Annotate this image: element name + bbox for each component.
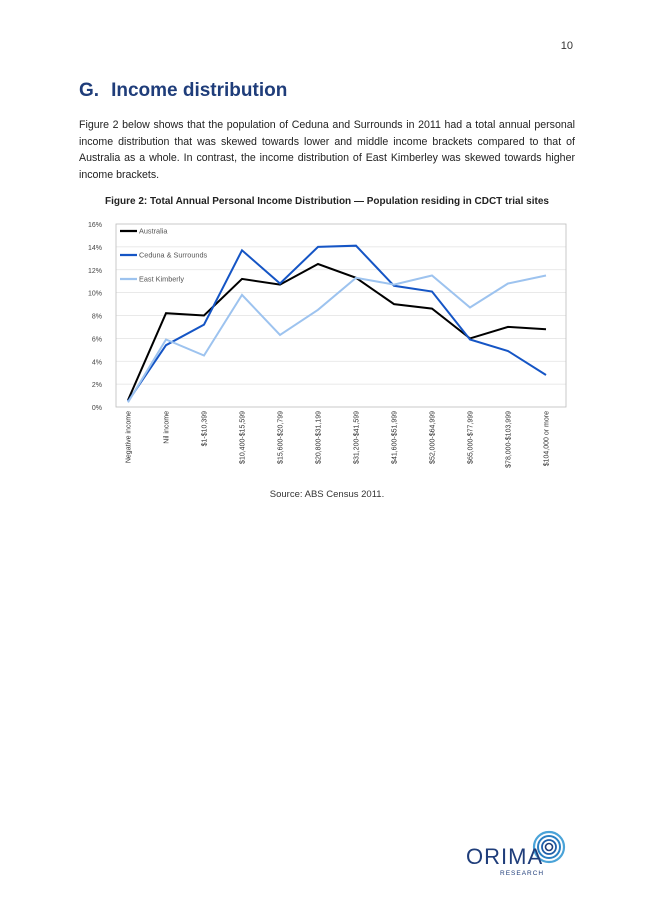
x-tick-label: $10,400-$15,599 — [239, 411, 247, 464]
logo-wordmark: ORIMA — [466, 844, 544, 869]
x-tick-label: $65,000-$77,999 — [467, 411, 475, 464]
x-tick-label: $52,000-$64,999 — [429, 411, 437, 464]
legend-label: Ceduna & Surrounds — [139, 250, 208, 260]
y-tick-label: 14% — [87, 244, 102, 252]
legend-label: East Kimberly — [139, 274, 185, 284]
x-tick-label: $78,000-$103,999 — [505, 411, 513, 468]
figure-caption: Figure 2: Total Annual Personal Income Distribution — Population residing in CDCT trial sites — [105, 196, 549, 207]
logo-subtitle: RESEARCH — [500, 870, 545, 877]
legend-label: Australia — [139, 226, 168, 236]
page-number: 10 — [560, 40, 573, 52]
x-tick-label: $104,000 or more — [543, 411, 551, 467]
section-title: Income distribution — [111, 80, 288, 101]
x-tick-label: $20,800-$31,199 — [315, 411, 323, 464]
y-tick-label: 16% — [87, 222, 102, 229]
y-tick-label: 2% — [91, 382, 102, 390]
section-heading — [79, 80, 287, 102]
series-line-australia — [128, 264, 546, 400]
x-tick-label: $41,600-$51,999 — [391, 411, 399, 464]
plot-frame — [116, 224, 566, 407]
source-note: Source: ABS Census 2011. — [269, 489, 385, 500]
y-tick-label: 0% — [91, 405, 102, 412]
x-tick-label: $1-$10,399 — [201, 411, 209, 447]
section-letter: G. — [79, 80, 100, 101]
body-paragraph: Figure 2 below shows that the population of Ceduna and Surrounds in 2011 had a total annual personal income distribution that was skewed towards lower and middle income brackets compared to that of Australia as a whole. In contrast, the income distribution of East Kimberley was skewed towards higher income brackets. — [79, 119, 575, 181]
series-line-east-kimberly — [128, 276, 546, 403]
x-tick-label: Nil income — [163, 411, 171, 444]
y-tick-label: 6% — [91, 336, 102, 344]
y-tick-label: 12% — [87, 267, 102, 275]
x-tick-label: $15,600-$20,799 — [277, 411, 285, 464]
orima-logo — [462, 830, 582, 882]
y-tick-label: 10% — [87, 290, 102, 298]
series-line-ceduna-surrounds — [128, 246, 546, 402]
x-tick-label: $31,200-$41,599 — [353, 411, 361, 464]
y-tick-label: 8% — [91, 313, 102, 321]
y-tick-label: 4% — [91, 359, 102, 367]
x-tick-label: Negative income — [125, 411, 133, 464]
